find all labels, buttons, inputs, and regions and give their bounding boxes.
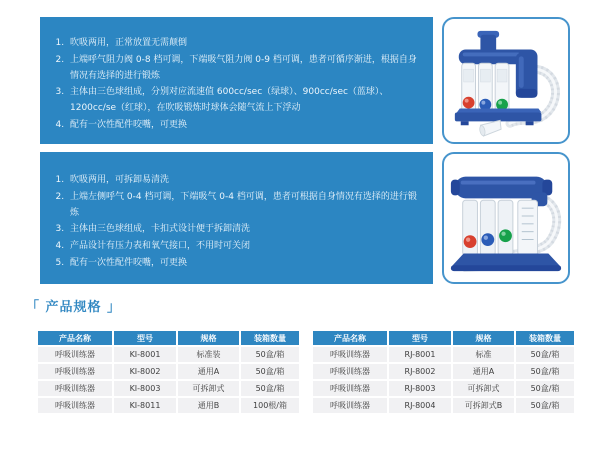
cell-model: KI-8011 bbox=[114, 398, 176, 413]
column-header-qty: 装箱数量 bbox=[241, 331, 299, 345]
cell-product-name: 呼吸训练器 bbox=[38, 381, 112, 396]
cell-product-name: 呼吸训练器 bbox=[313, 398, 387, 413]
feature-item: 1. 吹吸两用，正常放置无需颠倒 bbox=[67, 36, 419, 52]
product-photo-card-2 bbox=[442, 152, 570, 284]
cell-spec: 通用B bbox=[178, 398, 239, 413]
cell-model: KI-8002 bbox=[114, 364, 176, 379]
column-header-spec: 规格 bbox=[178, 331, 239, 345]
mouthpiece bbox=[479, 120, 501, 136]
feature-item: 5. 配有一次性配件咬嘴，可更换 bbox=[67, 256, 419, 272]
feature-box-rj-series bbox=[40, 152, 433, 284]
cell-product-name: 呼吸训练器 bbox=[313, 364, 387, 379]
spirometer-illustration-1 bbox=[444, 20, 568, 141]
column-header-product-name: 产品名称 bbox=[313, 331, 387, 345]
cell-product-name: 呼吸训练器 bbox=[313, 347, 387, 362]
cell-product-name: 呼吸训练器 bbox=[38, 398, 112, 413]
feature-item: 3. 主体由三色球组成，卡扣式设计便于拆卸清洗 bbox=[67, 222, 419, 238]
cell-spec: 标准 bbox=[453, 347, 514, 362]
device-body bbox=[451, 177, 561, 272]
column-header-model: 型号 bbox=[389, 331, 451, 345]
table-row bbox=[38, 347, 299, 362]
column-header-qty: 装箱数量 bbox=[516, 331, 574, 345]
cell-product-name: 呼吸训练器 bbox=[38, 364, 112, 379]
cell-qty: 50盒/箱 bbox=[241, 381, 299, 396]
table-header-row bbox=[313, 331, 574, 345]
feature-item: 2. 上端呼气阻力阀 0-8 档可调，下端吸气阻力阀 0-9 档可调，患者可循序渐进，根据自身情况有选择的进行锻炼 bbox=[67, 53, 419, 85]
cell-product-name: 呼吸训练器 bbox=[38, 347, 112, 362]
table-row bbox=[313, 381, 574, 396]
cell-qty: 50盒/箱 bbox=[516, 398, 574, 413]
cell-model: RJ-8001 bbox=[389, 347, 451, 362]
cell-model: RJ-8004 bbox=[389, 398, 451, 413]
feature-list bbox=[50, 36, 419, 134]
cell-model: RJ-8003 bbox=[389, 381, 451, 396]
table-row bbox=[38, 381, 299, 396]
feature-item: 4. 配有一次性配件咬嘴，可更换 bbox=[67, 118, 419, 134]
cell-spec: 可拆卸式B bbox=[453, 398, 514, 413]
feature-box-ki-series bbox=[40, 17, 433, 144]
spec-table-rj bbox=[311, 329, 576, 415]
spirometer-illustration-2 bbox=[444, 155, 568, 281]
cell-model: KI-8003 bbox=[114, 381, 176, 396]
feature-item: 1. 吹吸两用，可拆卸易清洗 bbox=[67, 173, 419, 189]
column-header-spec: 规格 bbox=[453, 331, 514, 345]
cell-spec: 通用A bbox=[453, 364, 514, 379]
table-header-row bbox=[38, 331, 299, 345]
cell-qty: 50盒/箱 bbox=[516, 347, 574, 362]
feature-item: 4. 产品设计有压力表和氧气接口，不用时可关闭 bbox=[67, 239, 419, 255]
feature-item: 2. 上端左侧呼气 0-4 档可调，下端吸气 0-4 档可调，患者可根据自身情况有选择的进行锻炼 bbox=[67, 190, 419, 222]
table-row bbox=[38, 364, 299, 379]
column-header-product-name: 产品名称 bbox=[38, 331, 112, 345]
cell-qty: 100根/箱 bbox=[241, 398, 299, 413]
feature-list bbox=[50, 173, 419, 272]
spec-tables bbox=[36, 329, 576, 415]
table-row bbox=[313, 347, 574, 362]
cell-qty: 50盒/箱 bbox=[516, 381, 574, 396]
table-row bbox=[313, 364, 574, 379]
cell-model: KI-8001 bbox=[114, 347, 176, 362]
cell-spec: 可拆卸式 bbox=[178, 381, 239, 396]
cell-spec: 通用A bbox=[178, 364, 239, 379]
feature-item: 3. 主体由三色球组成，分别对应流速值 600cc/sec（绿球）、900cc/sec（蓝球）、1200cc/se（红球），在吹吸锻炼时球体会随气流上下浮动 bbox=[67, 85, 419, 117]
cell-model: RJ-8002 bbox=[389, 364, 451, 379]
cell-qty: 50盒/箱 bbox=[516, 364, 574, 379]
table-row bbox=[38, 398, 299, 413]
cell-product-name: 呼吸训练器 bbox=[313, 381, 387, 396]
table-row bbox=[313, 398, 574, 413]
column-header-model: 型号 bbox=[114, 331, 176, 345]
cell-qty: 50盒/箱 bbox=[241, 347, 299, 362]
cell-qty: 50盒/箱 bbox=[241, 364, 299, 379]
product-photo-card-1 bbox=[442, 17, 570, 144]
device-body bbox=[455, 31, 542, 125]
section-title-product-specs: 「 产品规格 」 bbox=[26, 300, 122, 315]
cell-spec: 标准装 bbox=[178, 347, 239, 362]
spec-table-ki bbox=[36, 329, 301, 415]
cell-spec: 可拆卸式 bbox=[453, 381, 514, 396]
